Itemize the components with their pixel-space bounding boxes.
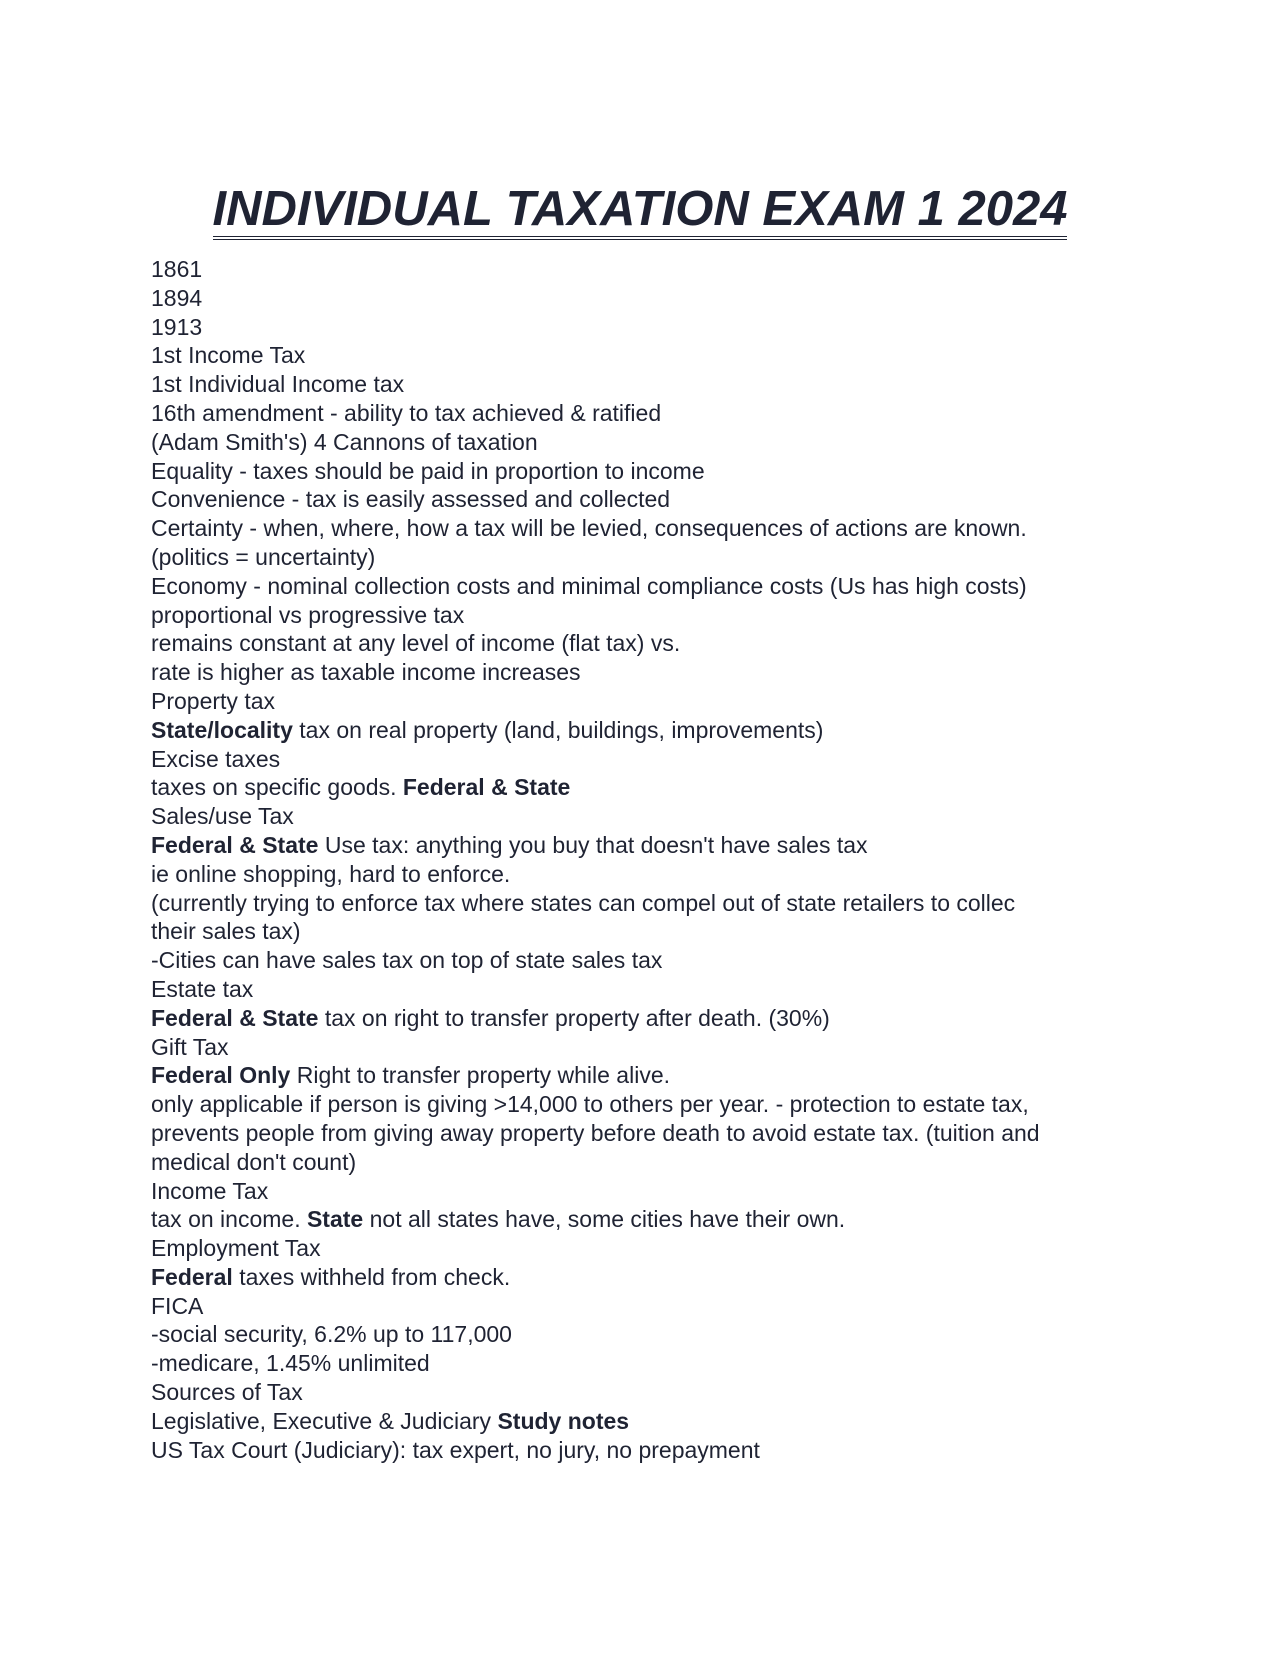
note-line bbox=[151, 1119, 1151, 1148]
note-text: prevents people from giving away property before death to avoid estate tax. (tuition and bbox=[151, 1119, 1040, 1146]
note-line bbox=[151, 1407, 1151, 1436]
note-line bbox=[151, 802, 1151, 831]
note-text: medical don't count) bbox=[151, 1148, 357, 1175]
note-line bbox=[151, 773, 1151, 802]
note-text: only applicable if person is giving >14,000 to others per year. - protection to estate tax, bbox=[151, 1091, 1029, 1118]
note-text: tax on right to transfer property after death. (30%) bbox=[318, 1004, 830, 1031]
note-line bbox=[151, 946, 1151, 975]
note-text: Sales/use Tax bbox=[151, 803, 294, 830]
note-emphasis: Federal bbox=[151, 1263, 233, 1290]
note-line bbox=[151, 1148, 1151, 1177]
note-text: Income Tax bbox=[151, 1177, 269, 1204]
note-text: (politics = uncertainty) bbox=[151, 543, 376, 570]
note-text: Property tax bbox=[151, 687, 275, 714]
note-line bbox=[151, 658, 1151, 687]
note-line bbox=[151, 687, 1151, 716]
note-line bbox=[151, 284, 1151, 313]
note-emphasis: State bbox=[306, 1206, 364, 1233]
note-text: Employment Tax bbox=[151, 1235, 321, 1262]
note-line bbox=[151, 1205, 1151, 1234]
note-line bbox=[151, 1292, 1151, 1321]
note-text: (currently trying to enforce tax where states can compel out of state retailers to collec bbox=[151, 889, 1016, 916]
note-line bbox=[151, 629, 1151, 658]
note-line bbox=[151, 428, 1151, 457]
note-line bbox=[151, 313, 1151, 342]
note-text: Use tax: anything you buy that doesn't have sales tax bbox=[318, 831, 868, 858]
note-line bbox=[151, 601, 1151, 630]
note-line bbox=[151, 255, 1151, 284]
note-text: taxes withheld from check. bbox=[232, 1263, 511, 1290]
note-line bbox=[151, 341, 1151, 370]
note-text: remains constant at any level of income (flat tax) vs. bbox=[151, 630, 681, 657]
page-title-text: INDIVIDUAL TAXATION EXAM 1 2024 bbox=[213, 182, 1068, 240]
note-text: FICA bbox=[151, 1292, 204, 1319]
note-text: -social security, 6.2% up to 117,000 bbox=[151, 1321, 512, 1348]
note-text: Gift Tax bbox=[151, 1033, 229, 1060]
note-text: proportional vs progressive tax bbox=[151, 601, 465, 628]
note-text: Certainty - when, where, how a tax will be levied, consequences of actions are known. bbox=[151, 515, 1027, 542]
note-emphasis: Federal & State bbox=[151, 831, 319, 858]
note-text: 16th amendment - ability to tax achieved & ratified bbox=[151, 399, 662, 426]
note-line bbox=[151, 1263, 1151, 1292]
page-title bbox=[0, 183, 1280, 237]
note-text: their sales tax) bbox=[151, 918, 301, 945]
note-text: 1913 bbox=[151, 313, 203, 340]
note-text: 1894 bbox=[151, 284, 203, 311]
study-notes-body bbox=[151, 255, 1151, 1464]
note-line bbox=[151, 543, 1151, 572]
note-line bbox=[151, 370, 1151, 399]
note-text: 1st Individual Income tax bbox=[151, 371, 405, 398]
note-line bbox=[151, 1436, 1151, 1465]
note-text: Convenience - tax is easily assessed and collected bbox=[151, 486, 671, 513]
note-line bbox=[151, 1234, 1151, 1263]
note-line bbox=[151, 457, 1151, 486]
note-text: 1st Income Tax bbox=[151, 342, 306, 369]
note-emphasis: Federal & State bbox=[151, 1004, 319, 1031]
note-line bbox=[151, 572, 1151, 601]
note-emphasis: Federal Only bbox=[151, 1062, 291, 1089]
note-line bbox=[151, 514, 1151, 543]
note-line bbox=[151, 399, 1151, 428]
note-text: -Cities can have sales tax on top of state sales tax bbox=[151, 947, 663, 974]
note-line bbox=[151, 1033, 1151, 1062]
note-text: ie online shopping, hard to enforce. bbox=[151, 860, 511, 887]
note-line bbox=[151, 1378, 1151, 1407]
note-line bbox=[151, 975, 1151, 1004]
note-text: tax on income. bbox=[151, 1206, 307, 1233]
note-text: Legislative, Executive & Judiciary bbox=[151, 1407, 498, 1434]
note-text: rate is higher as taxable income increases bbox=[151, 659, 581, 686]
note-line bbox=[151, 1061, 1151, 1090]
note-line bbox=[151, 1004, 1151, 1033]
note-line bbox=[151, 1349, 1151, 1378]
note-text: (Adam Smith's) 4 Cannons of taxation bbox=[151, 428, 538, 455]
note-line bbox=[151, 745, 1151, 774]
note-line bbox=[151, 860, 1151, 889]
note-text: 1861 bbox=[151, 256, 203, 282]
note-text: Economy - nominal collection costs and minimal compliance costs (Us has high costs) bbox=[151, 572, 1027, 599]
note-emphasis: Federal & State bbox=[402, 774, 571, 801]
note-line bbox=[151, 485, 1151, 514]
note-line bbox=[151, 716, 1151, 745]
note-text: Right to transfer property while alive. bbox=[290, 1062, 670, 1089]
note-line bbox=[151, 889, 1151, 918]
note-line bbox=[151, 1090, 1151, 1119]
note-line bbox=[151, 1177, 1151, 1206]
note-line bbox=[151, 1320, 1151, 1349]
note-text: taxes on specific goods. bbox=[151, 774, 403, 801]
note-text: Sources of Tax bbox=[151, 1379, 303, 1406]
note-text: not all states have, some cities have their own. bbox=[363, 1206, 846, 1233]
note-emphasis: Study notes bbox=[497, 1407, 630, 1434]
note-text: tax on real property (land, buildings, improvements) bbox=[292, 716, 824, 743]
note-text: US Tax Court (Judiciary): tax expert, no jury, no prepayment bbox=[151, 1436, 760, 1463]
note-text: Excise taxes bbox=[151, 745, 281, 772]
note-text: -medicare, 1.45% unlimited bbox=[151, 1350, 430, 1377]
note-line bbox=[151, 917, 1151, 946]
note-text: Equality - taxes should be paid in proportion to income bbox=[151, 457, 705, 484]
note-text: Estate tax bbox=[151, 975, 254, 1002]
note-line bbox=[151, 831, 1151, 860]
note-emphasis: State/locality bbox=[151, 716, 293, 743]
